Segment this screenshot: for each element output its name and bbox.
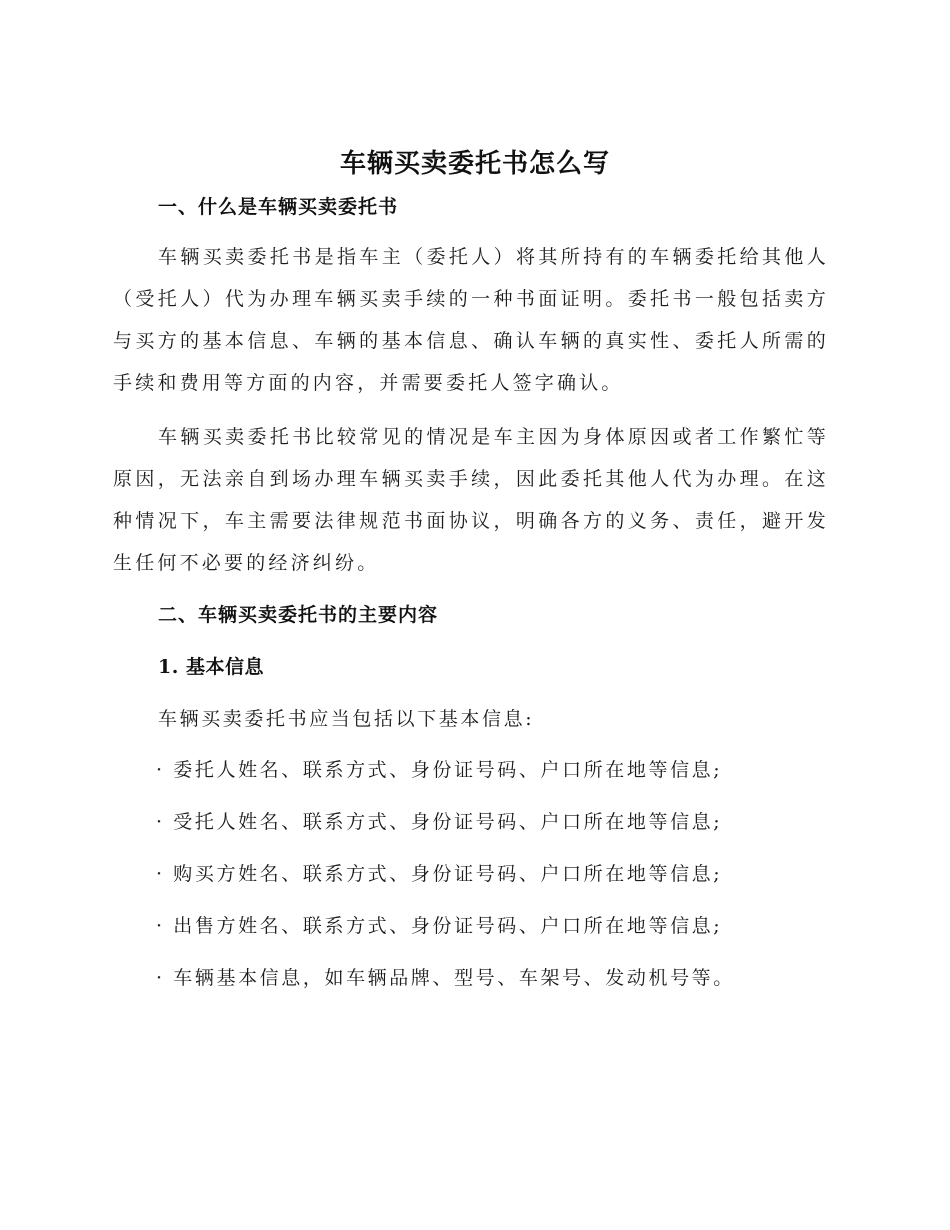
- list-item: · 出售方姓名、联系方式、身份证号码、户口所在地等信息;: [156, 915, 723, 937]
- document-title: 车辆买卖委托书怎么写: [339, 149, 610, 179]
- list-item: · 受托人姓名、联系方式、身份证号码、户口所在地等信息;: [156, 811, 723, 833]
- section-1-paragraph-1: 车辆买卖委托书是指车主（委托人）将其所持有的车辆委托给其他人（受托人）代为办理车辆买卖手续的一种书面证明。委托书一般包括卖方与买方的基本信息、车辆的基本信息、确认车辆的真实性、委托人所需的手续和费用等方面的内容，并需要委托人签字确认。: [113, 246, 829, 394]
- section-2-heading: 二、车辆买卖委托书的主要内容: [158, 604, 439, 626]
- list-item: · 购买方姓名、联系方式、身份证号码、户口所在地等信息;: [156, 863, 723, 885]
- list-item: · 车辆基本信息，如车辆品牌、型号、车架号、发动机号等。: [156, 967, 735, 989]
- section-1-heading: 一、什么是车辆买卖委托书: [158, 196, 399, 218]
- list-item: · 委托人姓名、联系方式、身份证号码、户口所在地等信息;: [156, 759, 723, 781]
- subsection-heading-basic-info: 1. 基本信息: [158, 656, 264, 678]
- section-1-paragraph-2: 车辆买卖委托书比较常见的情况是车主因为身体原因或者工作繁忙等原因，无法亲自到场办理车辆买卖手续，因此委托其他人代为办理。在这种情况下，车主需要法律规范书面协议，明确各方的义务、责任，避开发生任何不必要的经济纠纷。: [113, 426, 829, 574]
- section-2-intro: 车辆买卖委托书应当包括以下基本信息:: [158, 708, 535, 730]
- basic-info-list: [156, 756, 735, 1016]
